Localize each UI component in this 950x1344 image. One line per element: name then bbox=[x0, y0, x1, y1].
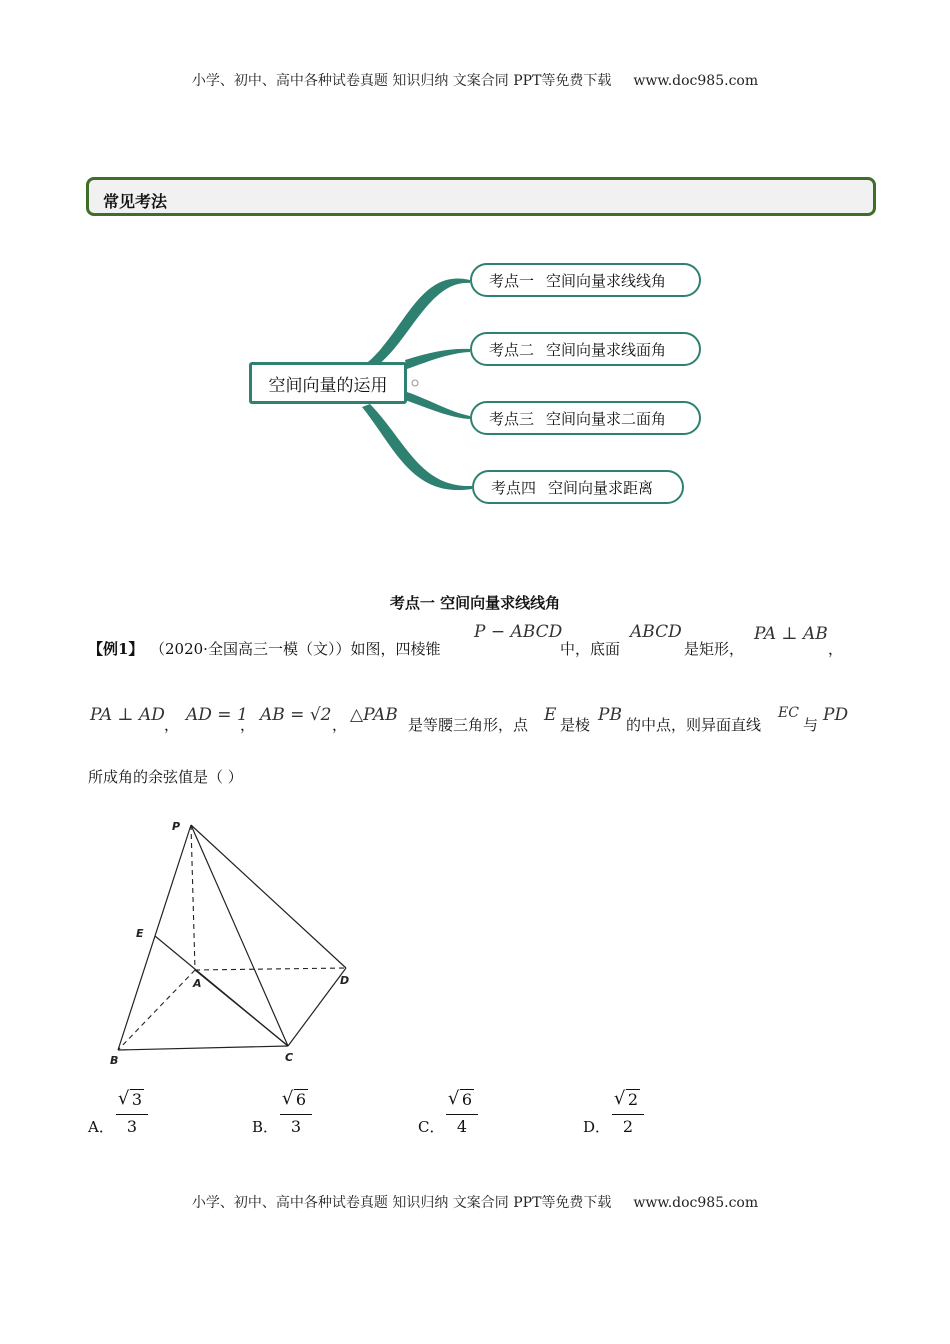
label-e: E bbox=[136, 927, 144, 940]
option-c-value[interactable]: √ 6 4 bbox=[446, 1090, 478, 1136]
branch-prefix: 考点三 bbox=[489, 409, 535, 428]
branch-label: 空间向量求二面角 bbox=[546, 409, 667, 428]
branch-prefix: 考点四 bbox=[491, 478, 537, 497]
example-text-1: 中，底面 bbox=[560, 640, 621, 658]
math-pb: PB bbox=[598, 705, 622, 725]
edge-pb bbox=[118, 825, 191, 1050]
math-ad: AD = 1 bbox=[186, 705, 248, 725]
mindmap-branch-3[interactable] bbox=[470, 401, 701, 435]
mindmap-branch-4[interactable] bbox=[472, 470, 684, 504]
example-text-7: 是等腰三角形，点 bbox=[408, 716, 529, 734]
option-b-label[interactable]: B． bbox=[252, 1118, 279, 1136]
option-b-value[interactable]: √ 6 3 bbox=[280, 1090, 312, 1136]
header-text: 小学、初中、高中各种试卷真题 知识归纳 文案合同 PPT等免费下载 bbox=[191, 73, 612, 89]
page-footer bbox=[0, 1192, 950, 1212]
pyramid-figure bbox=[100, 812, 360, 1072]
example-source: （2020·全国高三一模（文））如图，四棱锥 bbox=[150, 640, 441, 658]
edge-bc bbox=[118, 1046, 288, 1050]
label-a: A bbox=[193, 977, 202, 990]
edge-ac bbox=[195, 970, 288, 1046]
example-text-10: 与 bbox=[803, 716, 819, 734]
math-ab: AB = √2 bbox=[260, 705, 332, 725]
example-text-8: 是棱 bbox=[560, 716, 591, 734]
mindmap-branch-1[interactable] bbox=[470, 263, 701, 297]
section-title: 常见考法 bbox=[103, 192, 168, 211]
label-c: C bbox=[285, 1051, 294, 1064]
option-c-label[interactable]: C． bbox=[418, 1118, 445, 1136]
branch-prefix: 考点一 bbox=[489, 271, 535, 290]
math-base: ABCD bbox=[630, 622, 682, 642]
branch-label: 空间向量求距离 bbox=[548, 478, 654, 497]
footer-text: 小学、初中、高中各种试卷真题 知识归纳 文案合同 PPT等免费下载 bbox=[191, 1195, 612, 1211]
branch-label: 空间向量求线面角 bbox=[546, 340, 667, 359]
label-b: B bbox=[110, 1054, 119, 1067]
math-e: E bbox=[544, 705, 557, 725]
footer-url[interactable]: www.doc985.com bbox=[633, 1195, 759, 1211]
option-a-value[interactable]: √ 3 3 bbox=[116, 1090, 148, 1136]
example-text-5: ， bbox=[240, 716, 256, 734]
edge-pd bbox=[191, 825, 346, 968]
header-url[interactable]: www.doc985.com bbox=[633, 73, 759, 89]
label-d: D bbox=[340, 974, 350, 987]
edge-pc bbox=[191, 825, 288, 1046]
math-perp-1: PA ⊥ AB bbox=[754, 624, 828, 644]
branch-prefix: 考点二 bbox=[489, 340, 535, 359]
edge-cd bbox=[288, 968, 346, 1046]
connector-3 bbox=[405, 392, 470, 419]
connector-2 bbox=[405, 349, 470, 369]
math-triangle: △PAB bbox=[350, 705, 398, 725]
example-text-4: ， bbox=[164, 716, 180, 734]
branch-label: 空间向量求线线角 bbox=[546, 271, 667, 290]
example-line-3: 所成角的余弦值是（ ） bbox=[88, 768, 243, 786]
kaodian-title: 考点一 空间向量求线线角 bbox=[389, 594, 561, 612]
option-d-label[interactable]: D． bbox=[583, 1118, 611, 1136]
edge-ad bbox=[195, 968, 346, 970]
math-perp-2: PA ⊥ AD bbox=[90, 705, 165, 725]
example-text-9: 的中点，则异面直线 bbox=[626, 716, 762, 734]
example-text-3: ， bbox=[828, 640, 844, 658]
mindmap-center-node[interactable]: 空间向量的运用 bbox=[249, 362, 407, 404]
edge-pa bbox=[191, 825, 195, 970]
label-p: P bbox=[172, 820, 181, 833]
example-text-2: 是矩形， bbox=[684, 640, 745, 658]
option-d-value[interactable]: √ 2 2 bbox=[612, 1090, 644, 1136]
math-pyramid: P − ABCD bbox=[474, 622, 563, 642]
collapse-dot bbox=[412, 380, 418, 386]
math-pd: PD bbox=[823, 705, 849, 725]
example-tag: 【例1】 bbox=[88, 640, 144, 658]
example-text-6: ， bbox=[332, 716, 348, 734]
edge-ab bbox=[118, 970, 195, 1050]
mindmap-branch-2[interactable] bbox=[470, 332, 701, 366]
option-a-label[interactable]: A． bbox=[88, 1118, 114, 1136]
math-ec: EC bbox=[778, 705, 799, 721]
